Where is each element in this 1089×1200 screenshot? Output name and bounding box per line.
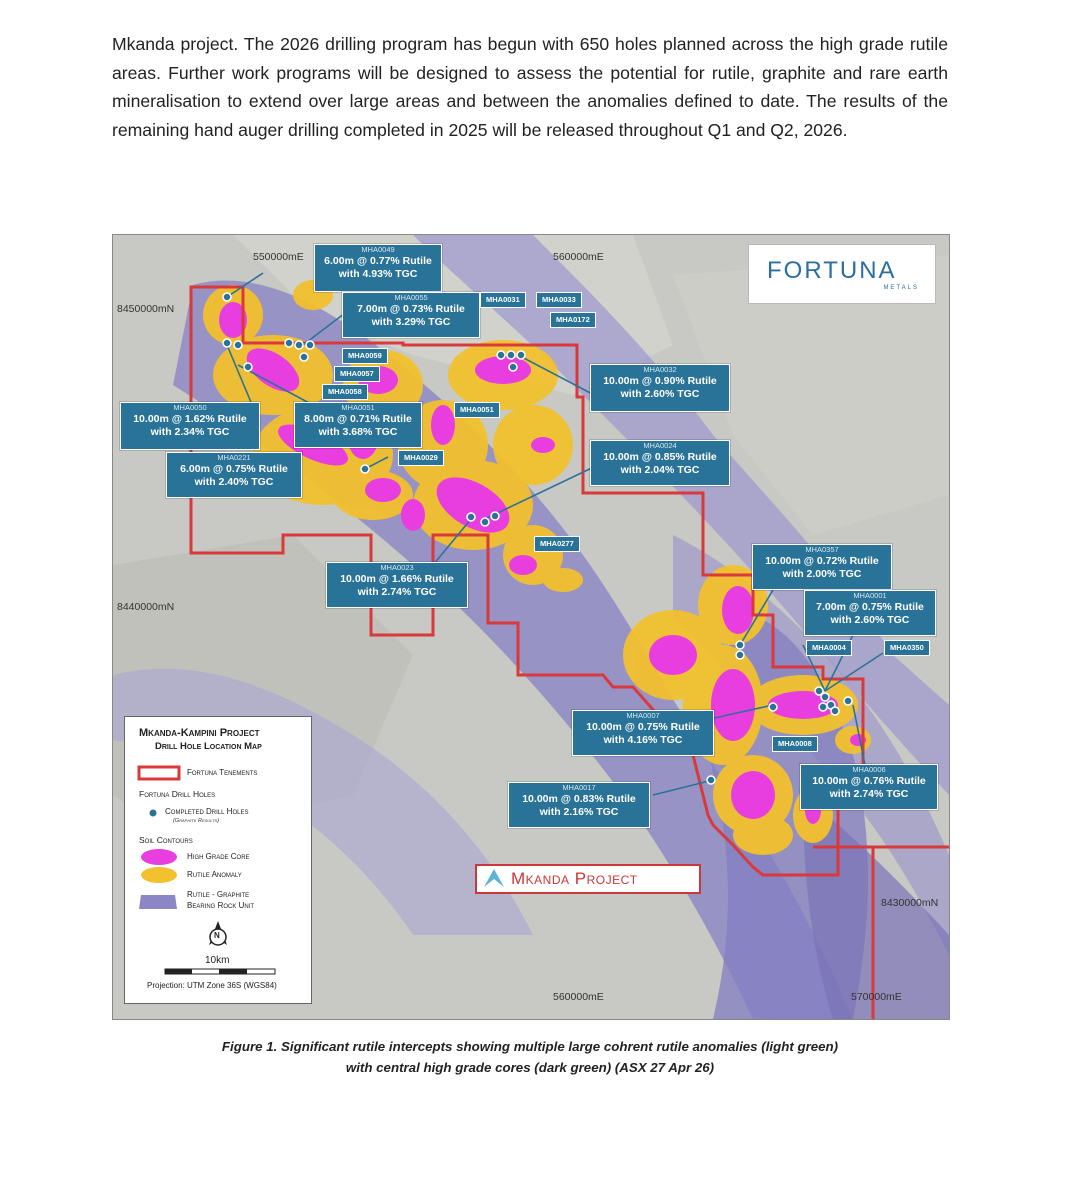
callout-line-2: with 4.16% TGC [603, 734, 683, 746]
tag-mha0033: MHA0033 [536, 292, 582, 308]
callout-id: MHA0007 [626, 711, 660, 720]
coord-top-550: 550000mE [253, 251, 304, 263]
legend-rutile: Rutile Anomaly [187, 870, 242, 879]
callout-line-2: with 2.74% TGC [357, 586, 437, 598]
callout-id: MHA0032 [643, 365, 677, 374]
tag-mha0059: MHA0059 [342, 348, 388, 364]
callout-mha0221 [166, 452, 302, 498]
legend-high-grade: High Grade Core [187, 852, 250, 861]
legend-drill-holes-header: Fortuna Drill Holes [139, 789, 216, 799]
logo-word: FORTUNA [767, 257, 897, 284]
tag-mha0004: MHA0004 [806, 640, 852, 656]
callout-id: MHA0221 [217, 453, 251, 462]
callout-mha0001 [804, 590, 936, 636]
callout-id: MHA0001 [853, 591, 887, 600]
tag-mha0172: MHA0172 [550, 312, 596, 328]
coord-right-8430: 8430000mN [881, 897, 939, 909]
figure-caption [112, 1036, 948, 1078]
callout-id: MHA0357 [805, 545, 839, 554]
coord-left-8440: 8440000mN [117, 601, 175, 613]
callout-line-2: with 2.34% TGC [150, 426, 230, 438]
callout-line-2: with 2.16% TGC [539, 806, 619, 818]
callout-line-1: 8.00m @ 0.71% Rutile [304, 413, 412, 425]
callout-mha0007 [572, 710, 714, 756]
map-legend [124, 716, 312, 1004]
callout-line-1: 10.00m @ 0.83% Rutile [522, 793, 636, 805]
callout-mha0024 [590, 440, 730, 486]
legend-rock-unit-2: Bearing Rock Unit [187, 901, 255, 910]
callout-mha0023 [326, 562, 468, 608]
callout-line-2: with 2.04% TGC [620, 464, 700, 476]
callout-id: MHA0050 [173, 403, 207, 412]
callout-mha0006 [800, 764, 938, 810]
legend-tenements: Fortuna Tenements [187, 768, 258, 777]
caption-line-1: Figure 1. Significant rutile intercepts showing multiple large cohrent rutile anomalies (light green) [221, 1039, 839, 1054]
callout-mha0051 [294, 402, 422, 448]
tag-mha0277: MHA0277 [534, 536, 580, 552]
callout-id: MHA0006 [852, 765, 886, 774]
callout-id: MHA0049 [361, 245, 395, 254]
callout-line-2: with 2.40% TGC [194, 476, 274, 488]
tag-mha0058: MHA0058 [322, 384, 368, 400]
legend-title: Mkanda-Kampini Project [139, 727, 260, 739]
coord-top-560: 560000mE [553, 251, 604, 263]
tag-mha0031: MHA0031 [480, 292, 526, 308]
callout-line-1: 10.00m @ 0.90% Rutile [603, 375, 717, 387]
north-arrow-icon: N [214, 931, 220, 940]
callout-line-1: 10.00m @ 1.62% Rutile [133, 413, 247, 425]
legend-scale: 10km [205, 955, 230, 966]
callout-id: MHA0051 [341, 403, 375, 412]
callout-mha0055 [342, 292, 480, 338]
coord-bottom-570: 570000mE [851, 991, 902, 1003]
tag-mha0350: MHA0350 [884, 640, 930, 656]
coord-left-8450: 8450000mN [117, 303, 175, 315]
banner-text: Mkanda Project [511, 869, 638, 888]
coord-bottom-560: 560000mE [553, 991, 604, 1003]
callout-id: MHA0017 [562, 783, 596, 792]
callout-line-2: with 2.60% TGC [620, 388, 700, 400]
fortuna-logo [748, 244, 936, 304]
caption-line-2: with central high grade cores (dark green) (ASX 27 Apr 26) [345, 1060, 715, 1075]
legend-soil-header: Soil Contours [139, 835, 193, 845]
callout-line-1: 7.00m @ 0.75% Rutile [816, 601, 924, 613]
body-paragraph: Mkanda project. The 2026 drilling program has begun with 650 holes planned across the high grade rutile areas. Further work programs will be designed to assess the potential for rutile, graphite and rare earth mineralisation to extend over large areas and between the anomalies defined to date. The results of the remaining hand auger drilling completed in 2025 will be released throughout Q1 and Q2, 2026. [112, 34, 948, 140]
callout-mha0017 [508, 782, 650, 828]
fortuna-mark-icon [481, 867, 507, 889]
callout-line-2: with 3.29% TGC [371, 316, 451, 328]
legend-rock-unit-1: Rutile - Graphite [187, 890, 250, 899]
callout-line-1: 10.00m @ 1.66% Rutile [340, 573, 454, 585]
callout-mha0050 [120, 402, 260, 450]
legend-completed: Completed Drill Holes [165, 807, 249, 816]
callout-mha0049 [314, 244, 442, 292]
callout-line-1: 10.00m @ 0.76% Rutile [812, 775, 926, 787]
callout-line-2: with 3.68% TGC [318, 426, 398, 438]
callout-id: MHA0023 [380, 563, 414, 572]
callout-line-2: with 4.93% TGC [338, 268, 418, 280]
legend-completed-note: (Graphite Results) [173, 818, 220, 824]
callout-line-1: 10.00m @ 0.75% Rutile [586, 721, 700, 733]
callout-line-2: with 2.74% TGC [829, 788, 909, 800]
tag-mha0051b: MHA0051 [454, 402, 500, 418]
tag-mha0008: MHA0008 [772, 736, 818, 752]
callout-line-1: 10.00m @ 0.72% Rutile [765, 555, 879, 567]
callout-line-1: 7.00m @ 0.73% Rutile [357, 303, 465, 315]
callout-id: MHA0055 [394, 293, 428, 302]
callout-line-1: 6.00m @ 0.75% Rutile [180, 463, 288, 475]
callout-line-2: with 2.00% TGC [782, 568, 862, 580]
callout-id: MHA0024 [643, 441, 677, 450]
logo-sub: METALS [883, 285, 919, 291]
tag-mha0029: MHA0029 [398, 450, 444, 466]
tag-mha0057: MHA0057 [334, 366, 380, 382]
callout-line-1: 10.00m @ 0.85% Rutile [603, 451, 717, 463]
callout-mha0357 [752, 544, 892, 590]
callout-line-2: with 2.60% TGC [830, 614, 910, 626]
mkanda-project-banner [475, 864, 701, 894]
legend-projection: Projection: UTM Zone 36S (WGS84) [147, 981, 277, 990]
legend-subtitle: Drill Hole Location Map [155, 741, 262, 752]
callout-line-1: 6.00m @ 0.77% Rutile [324, 255, 432, 267]
callout-mha0032 [590, 364, 730, 412]
